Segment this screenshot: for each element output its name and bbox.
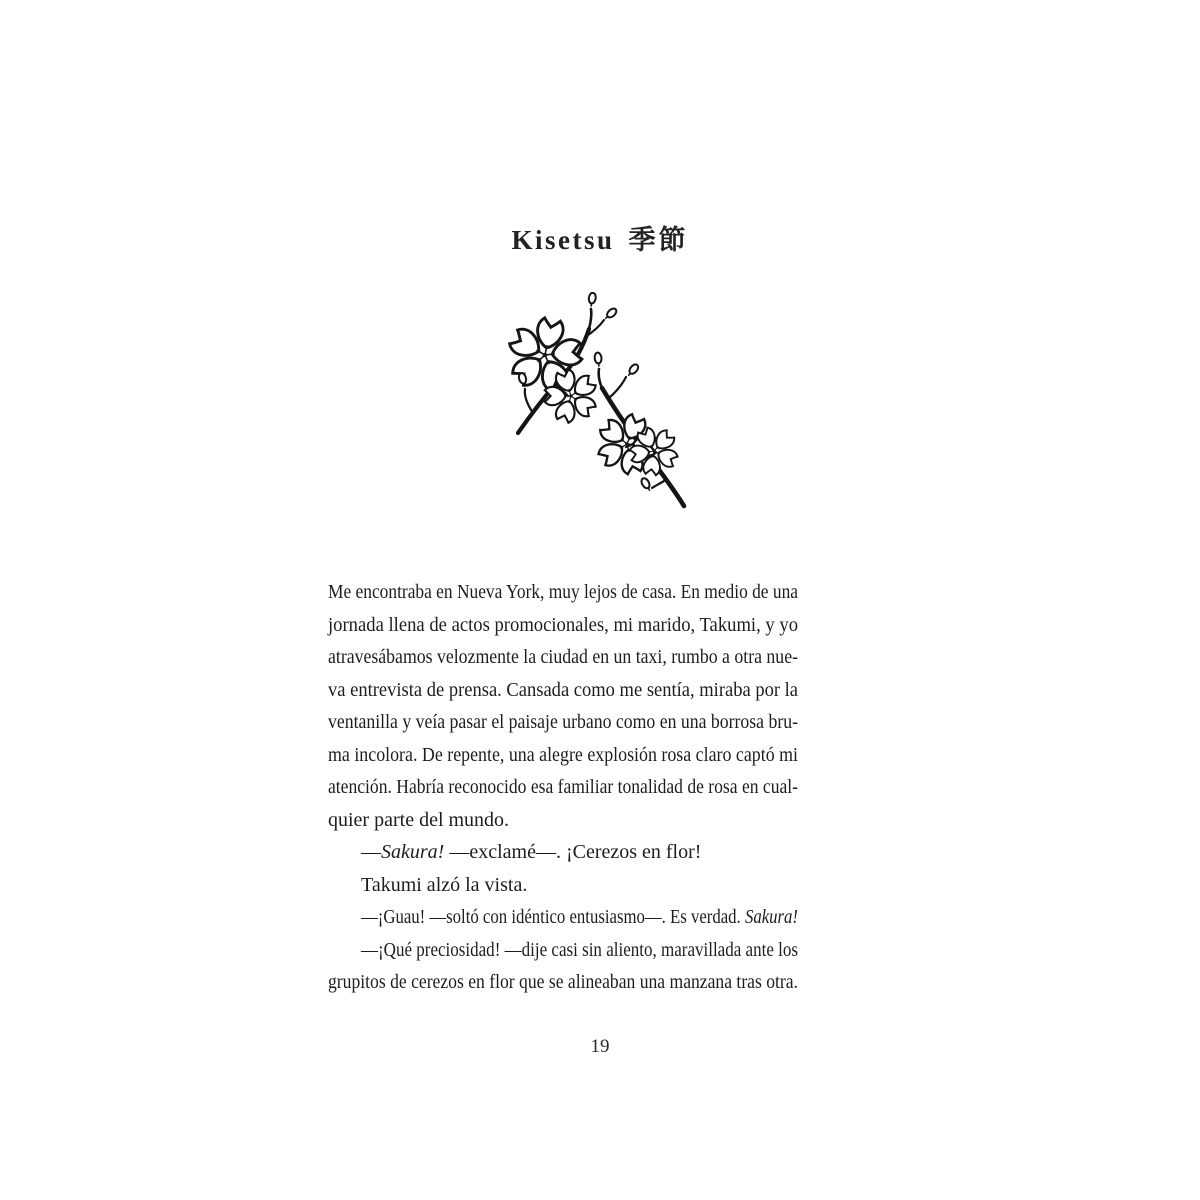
- page-number: 19: [590, 1036, 610, 1057]
- text-line-content: —¡Qué preciosidad! —dije casi sin aliento, maravillada ante los: [361, 938, 798, 961]
- text-line-content: quier parte del mundo.: [328, 808, 510, 831]
- chapter-title: [0, 218, 1200, 257]
- text-line-content: ventanilla y veía pasar el paisaje urbano como en una borrosa bru-: [328, 711, 798, 733]
- cherry-blossom-icon: [488, 292, 713, 542]
- text-line: [328, 804, 798, 837]
- italic-sakura: Sakura!: [744, 906, 798, 928]
- text-line: [328, 641, 798, 674]
- dialogue-text: —¡Guau! —soltó con idéntico entusiasmo—. Es verdad.: [361, 906, 745, 928]
- dialogue-line: [328, 934, 798, 967]
- text-line-content: atención. Habría reconocido esa familiar tonalidad de rosa en cual-: [328, 776, 798, 798]
- cherry-blossom-illustration: [488, 292, 713, 542]
- body-text: [328, 576, 798, 999]
- em-dash: —: [361, 841, 381, 863]
- text-line: [328, 609, 798, 642]
- text-line: [328, 771, 798, 804]
- text-line-content: va entrevista de prensa. Cansada como me sentía, miraba por la: [328, 678, 798, 701]
- text-line-content: ma incolora. De repente, una alegre explosión rosa claro captó mi: [328, 743, 798, 766]
- text-line: [328, 576, 798, 609]
- text-line: [328, 966, 798, 999]
- dialogue-text: —exclamé—. ¡Cerezos en flor!: [444, 841, 702, 863]
- text-line-content: atravesábamos velozmente la ciudad en un taxi, rumbo a otra nue-: [328, 646, 798, 668]
- text-line: [328, 706, 798, 739]
- dialogue-line: [328, 836, 798, 869]
- chapter-title-romaji: Kisetsu: [511, 225, 615, 255]
- chapter-title-kanji: 季節: [628, 225, 689, 255]
- dialogue-line: [328, 901, 798, 934]
- text-line: [328, 739, 798, 772]
- text-line-content: Takumi alzó la vista.: [361, 873, 528, 896]
- text-line-content: Me encontraba en Nueva York, muy lejos de casa. En medio de una: [328, 581, 798, 603]
- narration-line: [328, 869, 798, 902]
- text-line: [328, 674, 798, 707]
- text-line-content: [361, 901, 798, 934]
- text-line-content: [361, 836, 701, 869]
- italic-sakura: Sakura!: [381, 841, 445, 863]
- text-line-content: grupitos de cerezos en flor que se alineaban una manzana tras otra.: [328, 971, 798, 993]
- text-line-content: jornada llena de actos promocionales, mi marido, Takumi, y yo: [328, 613, 798, 636]
